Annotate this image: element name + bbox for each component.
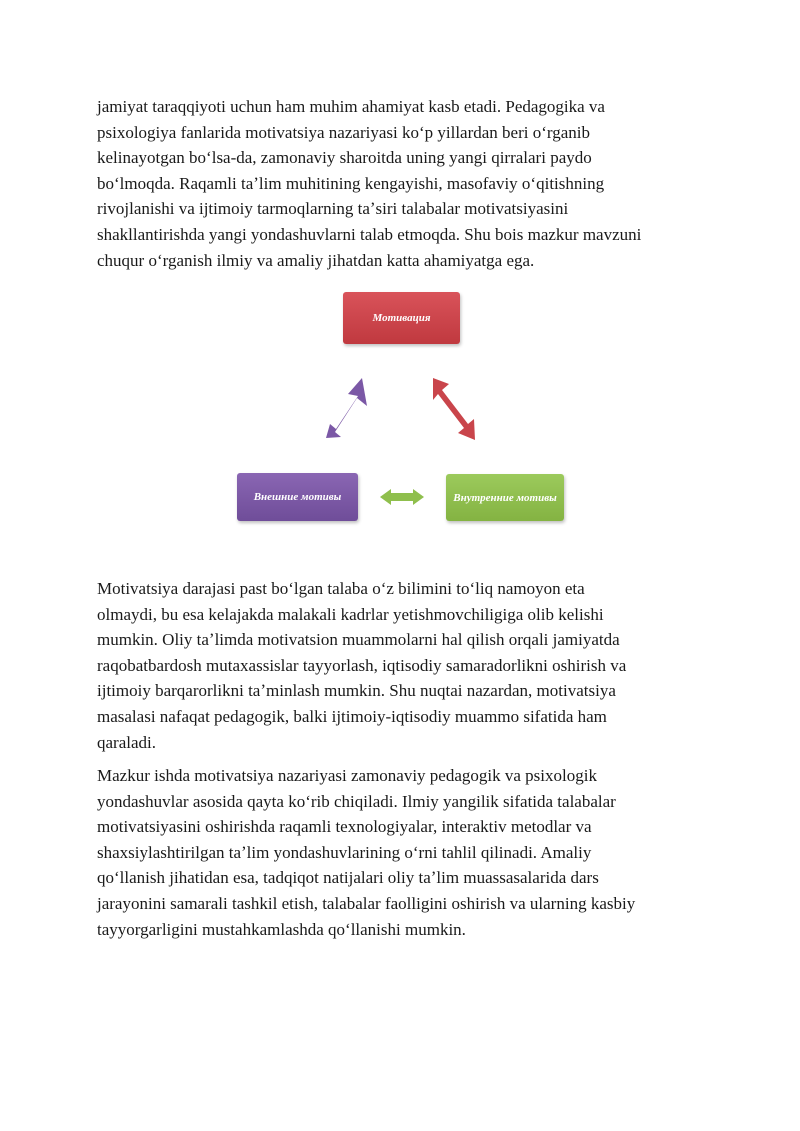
- text-line: motivatsiyasini oshirishda raqamli texnologiyalar, interaktiv metodlar va: [97, 817, 592, 837]
- text-line: tayyorgarligini mustahkamlashda qoʻllanishi mumkin.: [97, 919, 466, 939]
- double-arrow-right-icon: [433, 378, 475, 440]
- paragraph-problem: [97, 576, 707, 755]
- text-line: yondashuvlar asosida qayta koʻrib chiqiladi. Ilmiy yangilik sifatida talabalar: [97, 791, 616, 811]
- text-line: jamiyat taraqqiyoti uchun ham muhim ahamiyat kasb etadi. Pedagogika va: [97, 97, 605, 116]
- motivation-box: Мотивация: [343, 292, 460, 344]
- text-line: boʻlmoqda. Raqamli taʼlim muhitining kengayishi, masofaviy oʻqitishning: [97, 173, 605, 193]
- text-line: qaraladi.: [97, 732, 156, 752]
- text-line: jarayonini samarali tashkil etish, talabalar faolligini oshirish va ularning kasbiy: [97, 893, 636, 913]
- text-line: ijtimoiy barqarorlikni taʼminlash mumkin. Shu nuqtai nazardan, motivatsiya: [97, 681, 616, 701]
- text-line: mumkin. Oliy taʼlimda motivatsion muammolarni hal qilish orqali jamiyatda: [97, 630, 620, 650]
- text-line: rivojlanishi va ijtimoiy tarmoqlarning taʼsiri talabalar motivatsiyasini: [97, 199, 569, 219]
- double-arrow-left-icon: [326, 378, 367, 438]
- text-line: kelinayotgan boʻlsa-da, zamonaviy sharoitda uning yangi qirralari paydo: [97, 148, 592, 168]
- text-line: qoʻllanish jihatidan esa, tadqiqot natijalari oliy taʼlim muassasalarida dars: [97, 868, 599, 888]
- text-line: chuqur oʻrganish ilmiy va amaliy jihatdan katta ahamiyatga ega.: [97, 250, 535, 270]
- double-arrow-horizontal-icon: [380, 489, 424, 505]
- text-line: shakllantirishda yangi yondashuvlarni talab etmoqda. Shu bois mazkur mavzuni: [97, 224, 642, 244]
- text-line: Mazkur ishda motivatsiya nazariyasi zamonaviy pedagogik va psixologik: [97, 766, 597, 785]
- internal-motives-box: Внутренние мотивы: [446, 474, 564, 521]
- text-line: olmaydi, bu esa kelajakda malakali kadrlar yetishmovchiligiga olib kelishi: [97, 604, 604, 624]
- text-line: psixologiya fanlarida motivatsiya nazariyasi koʻp yillardan beri oʻrganib: [97, 122, 591, 142]
- text-line: masalasi nafaqat pedagogik, balki ijtimoiy-iqtisodiy muammo sifatida ham: [97, 706, 607, 726]
- text-line: Motivatsiya darajasi past boʻlgan talaba oʻz bilimini toʻliq namoyon eta: [97, 579, 585, 598]
- text-line: shaxsiylashtirilgan taʼlim yondashuvlarining oʻrni tahlil qilinadi. Amaliy: [97, 842, 592, 862]
- external-motives-box: Внешние мотивы: [237, 473, 358, 521]
- paragraph-novelty: [97, 763, 707, 942]
- text-line: raqobatbardosh mutaxassislar tayyorlash, iqtisodiy samaradorlikni oshirish va: [97, 655, 627, 675]
